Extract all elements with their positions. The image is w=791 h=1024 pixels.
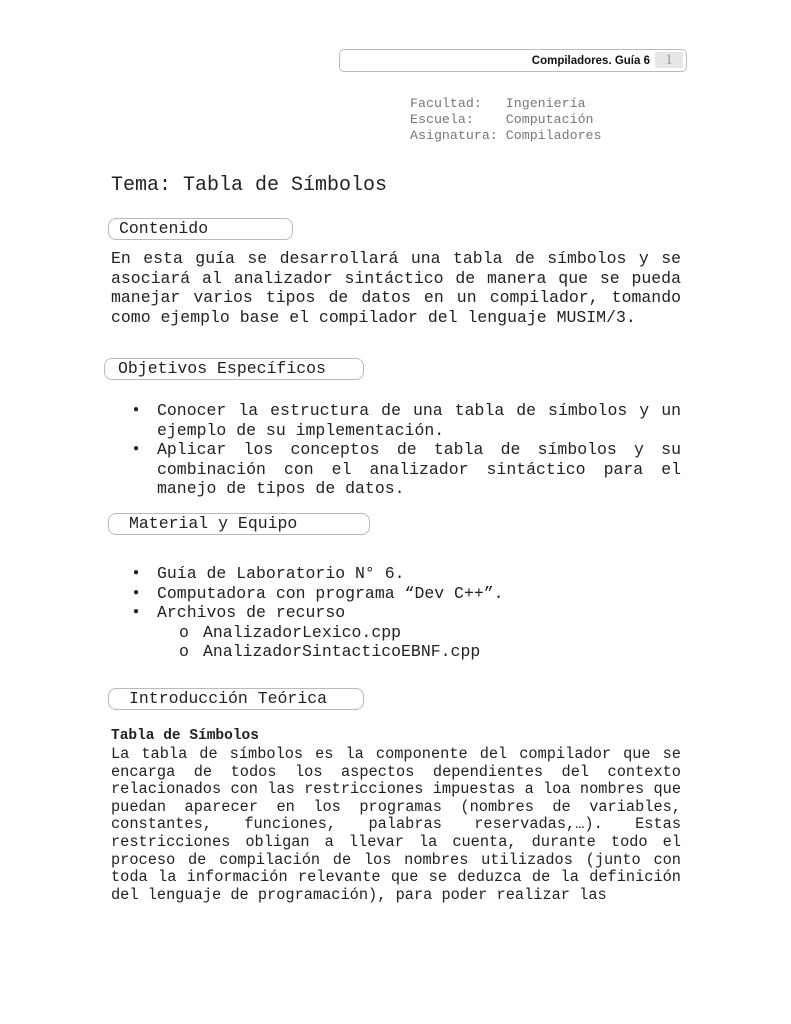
sub-list-item: o AnalizadorSintacticoEBNF.cpp xyxy=(111,642,681,662)
escuela: Escuela: Computación xyxy=(410,112,594,127)
intro-paragraph: La tabla de símbolos es la componente del compilador que se encarga de todos los aspectos dependientes del contexto relacionados con las restricciones impuestas a loa nombres que puedan aparecer en los programas (nombres de variables, constantes, funciones, palabras reservadas,…). Estas restricciones obligan a llevar la cuenta, durante todo el proceso de compilación de los nombres utilizados (junto con toda la información relevante que se deduzca de la definición del lenguaje de programación), para poder realizar las xyxy=(111,745,681,904)
section-heading-contenido: Contenido xyxy=(108,218,293,240)
section-heading-intro: Introducción Teórica xyxy=(108,688,364,710)
intro-subtitle-text: Tabla de Símbolos xyxy=(111,728,259,744)
asignatura: Asignatura: Compiladores xyxy=(410,128,602,143)
sub-list-item: o AnalizadorLexico.cpp xyxy=(111,623,681,643)
page-number: 1 xyxy=(655,52,683,68)
list-item: ● Aplicar los conceptos de tabla de símbolos y su combinación con el analizador sintáctico para el manejo de tipos de datos. xyxy=(111,440,681,499)
page-header xyxy=(339,49,687,72)
list-item: ● Conocer la estructura de una tabla de símbolos y un ejemplo de su implementación. xyxy=(111,401,681,440)
faculty-info xyxy=(410,96,602,144)
page-title: Tema: Tabla de Símbolos xyxy=(111,174,388,197)
material-list xyxy=(111,564,681,662)
contenido-paragraph: En esta guía se desarrollará una tabla de símbolos y se asociará al analizador sintáctico de manera que se pueda manejar varios tipos de datos en un compilador, tomando como ejemplo base el compilador del lenguaje MUSIM/3. xyxy=(111,249,681,327)
section-heading-material: Material y Equipo xyxy=(108,513,370,535)
header-title: Compiladores. Guía 6 xyxy=(531,55,650,67)
list-item: ● Guía de Laboratorio N° 6. xyxy=(111,564,681,584)
list-item: ● Archivos de recurso xyxy=(111,603,681,623)
objetivos-list xyxy=(111,401,681,499)
facultad: Facultad: Ingeniería xyxy=(410,96,586,111)
list-item: ● Computadora con programa “Dev C++”. xyxy=(111,584,681,604)
intro-subtitle xyxy=(111,727,681,747)
section-heading-objetivos: Objetivos Específicos xyxy=(104,358,364,380)
